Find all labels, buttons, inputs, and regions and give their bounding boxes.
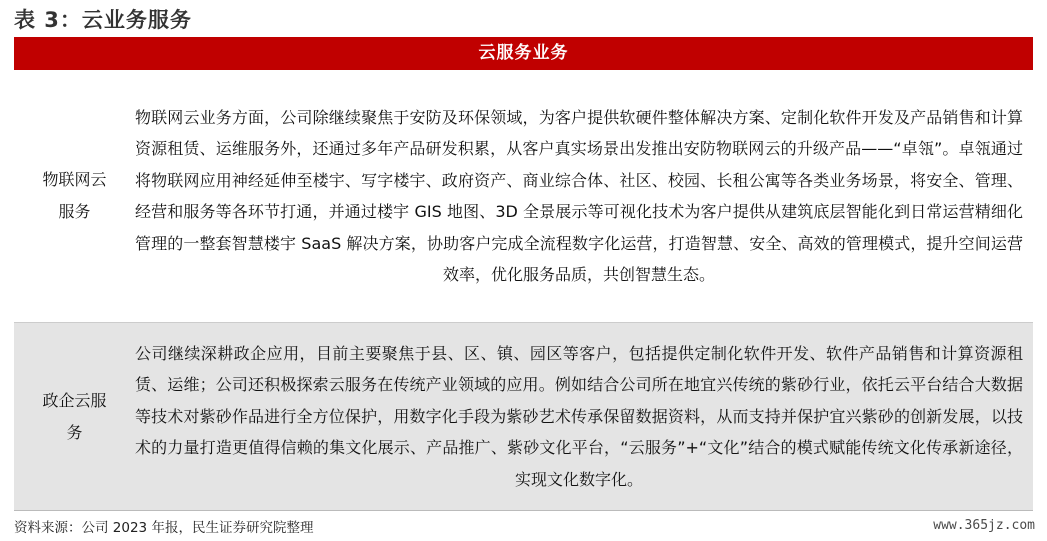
table-title: 表 3：云业务服务 (14, 8, 192, 32)
row-label-cell (14, 164, 135, 228)
table-header: 云服务业务 (14, 37, 1033, 70)
row-label-cell (14, 385, 135, 449)
table-row-iot-cloud (14, 70, 1033, 322)
cloud-services-table (14, 37, 1033, 511)
table-row-gov-cloud (14, 322, 1033, 511)
watermark: www.365jz.com (933, 518, 1035, 533)
row-description-cell (135, 102, 1033, 291)
row-label: 物联网云服务 (42, 170, 107, 221)
row-description-cell (135, 338, 1033, 496)
row-label: 政企云服务 (42, 390, 107, 442)
source-note: 资料来源：公司 2023 年报，民生证券研究院整理 (14, 520, 314, 536)
row-description: 公司继续深耕政企应用，目前主要聚焦于县、区、镇、园区等客户，包括提供定制化软件开发、软件产品销售和计算资源租赁、运维；公司还积极探索云服务在传统产业领域的应用。例如结合公司所在地宜兴传统的紫砂行业，依托云平台结合大数据等技术对紫砂作品进行全方位保护，用数字化手段为紫砂艺术传承保留数据资料，从而支持并保护宜兴紫砂的创新发展，以技术的力量打造更值得信赖的集文化展示、产品推广、紫砂文化平台，“云服务”+“文化”结合的模式赋能传统文化传承新途径，实现文化数字化。 (135, 343, 1023, 489)
row-description: 物联网云业务方面，公司除继续聚焦于安防及环保领域，为客户提供软硬件整体解决方案、定制化软件开发及产品销售和计算资源租赁、运维服务外，还通过多年产品研发积累，从客户真实场景出发推出安防物联网云的升级产品——“卓瓴”。卓瓴通过将物联网应用神经延伸至楼宇、写字楼宇、政府资产、商业综合体、社区、校园、长租公寓等各类业务场景，将安全、管理、经营和服务等各环节打通，并通过楼宇 GIS 地图、3D 全景展示等可视化技术为客户提供从建筑底层智能化到日常运营精细化管理的一整套智慧楼宇 SaaS 解决方案，协助客户完成全流程数字化运营，打造智慧、安全、高效的管理模式，提升空间运营效率，优化服务品质，共创智慧生态。 (135, 107, 1023, 284)
